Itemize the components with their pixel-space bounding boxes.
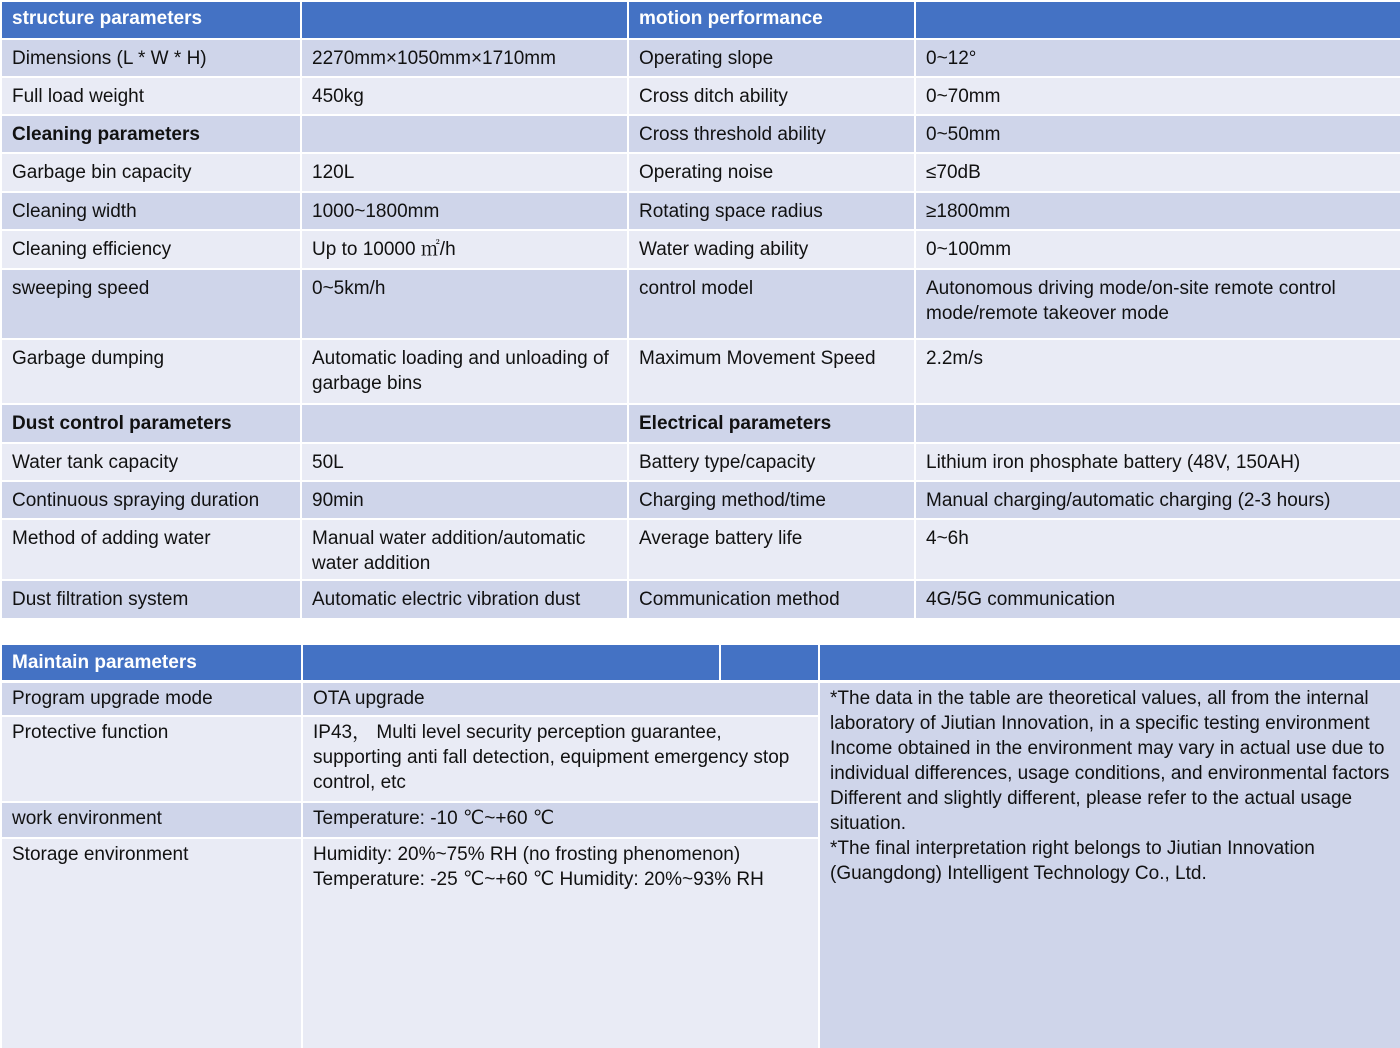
spec-value: [301, 115, 628, 153]
spec-value: 0~5km/h: [301, 269, 628, 339]
spec-label: Water tank capacity: [1, 443, 301, 481]
disclaimer-line: *The final interpretation right belongs to Jiutian Innovation (Guangdong) Intelligent Technology Co., Ltd.: [830, 837, 1315, 884]
spec-label: Cross threshold ability: [628, 115, 915, 153]
disclaimer-line: *The data in the table are theoretical values, all from the internal laboratory of Jiutian Innovation, in a specific testing environment: [830, 687, 1370, 734]
maintain-value: OTA upgrade: [302, 681, 819, 716]
spec-label: Battery type/capacity: [628, 443, 915, 481]
spec-value: 4~6h: [915, 519, 1400, 580]
motion-performance-header-value: [915, 1, 1400, 39]
spec-value: 90min: [301, 481, 628, 519]
spec-label: Rotating space radius: [628, 192, 915, 230]
temperature-line: Temperature: -25 ℃~+60 ℃ Humidity: 20%~93% RH: [313, 869, 764, 890]
spec-label: Garbage bin capacity: [1, 153, 301, 192]
spec-value: 0~70mm: [915, 77, 1400, 115]
spec-label: Garbage dumping: [1, 339, 301, 404]
maintain-label: Storage environment: [1, 838, 302, 1048]
structure-parameters-header-value: [301, 1, 628, 39]
spec-value: Up to 10000 ㎡/h: [301, 230, 628, 269]
dust-control-parameters-section-header: Dust control parameters: [1, 404, 301, 443]
maintain-parameters-header: Maintain parameters: [1, 644, 302, 681]
spec-value: 50L: [301, 443, 628, 481]
spec-label: Cross ditch ability: [628, 77, 915, 115]
maintain-header-cell: [819, 644, 1400, 681]
spec-value: 4G/5G communication: [915, 580, 1400, 619]
spec-value: [915, 404, 1400, 443]
spec-label: Average battery life: [628, 519, 915, 580]
spec-label: sweeping speed: [1, 269, 301, 339]
spec-label: Continuous spraying duration: [1, 481, 301, 519]
spec-value: ≤70dB: [915, 153, 1400, 192]
spec-label: Dust filtration system: [1, 580, 301, 619]
maintain-value: [302, 838, 819, 1048]
cleaning-parameters-section-header: Cleaning parameters: [1, 115, 301, 153]
spec-value: Automatic loading and unloading of garbage bins: [301, 339, 628, 404]
spec-label: Water wading ability: [628, 230, 915, 269]
spec-label: Cleaning efficiency: [1, 230, 301, 269]
maintain-label: Program upgrade mode: [1, 681, 302, 716]
table-row: [1, 230, 1400, 269]
spec-label: Dimensions (L * W * H): [1, 39, 301, 77]
maintain-header-cell: [720, 644, 819, 681]
maintain-header-cell: [302, 644, 720, 681]
table-row: [1, 153, 1400, 192]
table-row: [1, 481, 1400, 519]
table-row: [1, 339, 1400, 404]
spec-value: Autonomous driving mode/on-site remote control mode/remote takeover mode: [915, 269, 1400, 339]
motion-performance-header: motion performance: [628, 1, 915, 39]
table-row: [1, 39, 1400, 77]
spec-value: 450kg: [301, 77, 628, 115]
structure-parameters-header: structure parameters: [1, 1, 301, 39]
spec-label: Cleaning width: [1, 192, 301, 230]
spec-value: 0~12°: [915, 39, 1400, 77]
spec-label: Communication method: [628, 580, 915, 619]
spec-value: 0~100mm: [915, 230, 1400, 269]
maintain-parameters-table: [0, 643, 1400, 1048]
table-row: [1, 404, 1400, 443]
spec-value: 1000~1800mm: [301, 192, 628, 230]
maintain-value: Temperature: -10 ℃~+60 ℃: [302, 802, 819, 838]
spec-value: Manual water addition/automatic water addition: [301, 519, 628, 580]
maintain-label: Protective function: [1, 716, 302, 802]
spec-label: Method of adding water: [1, 519, 301, 580]
spec-header-row: [1, 1, 1400, 39]
spec-label: Operating noise: [628, 153, 915, 192]
table-row: [1, 681, 1400, 716]
spec-value: ≥1800mm: [915, 192, 1400, 230]
spec-value: 2.2m/s: [915, 339, 1400, 404]
spec-value: [301, 404, 628, 443]
maintain-header-row: [1, 644, 1400, 681]
spec-label: Full load weight: [1, 77, 301, 115]
disclaimer-line: Income obtained in the environment may vary in actual use due to individual differences, usage conditions, and environmental factors: [830, 737, 1390, 784]
table-row: [1, 269, 1400, 339]
spec-label: Operating slope: [628, 39, 915, 77]
maintain-value: IP43， Multi level security perception guarantee, supporting anti fall detection, equipment emergency stop control, etc: [302, 716, 819, 802]
spec-value: 120L: [301, 153, 628, 192]
disclaimer-note: [819, 681, 1400, 1048]
table-row: [1, 77, 1400, 115]
spec-label: Maximum Movement Speed: [628, 339, 915, 404]
spec-label: Charging method/time: [628, 481, 915, 519]
maintain-label: work environment: [1, 802, 302, 838]
spec-value: 2270mm×1050mm×1710mm: [301, 39, 628, 77]
electrical-parameters-section-header: Electrical parameters: [628, 404, 915, 443]
table-row: [1, 192, 1400, 230]
spec-label: control model: [628, 269, 915, 339]
table-row: [1, 443, 1400, 481]
table-row: [1, 519, 1400, 580]
table-row: [1, 115, 1400, 153]
spec-value: Lithium iron phosphate battery (48V, 150AH): [915, 443, 1400, 481]
spec-value: Automatic electric vibration dust: [301, 580, 628, 619]
humidity-line: Humidity: 20%~75% RH (no frosting phenomenon): [313, 844, 741, 865]
table-row: [1, 580, 1400, 619]
disclaimer-line: Different and slightly different, please refer to the actual usage situation.: [830, 787, 1353, 834]
spec-value: 0~50mm: [915, 115, 1400, 153]
spec-value: Manual charging/automatic charging (2-3 hours): [915, 481, 1400, 519]
